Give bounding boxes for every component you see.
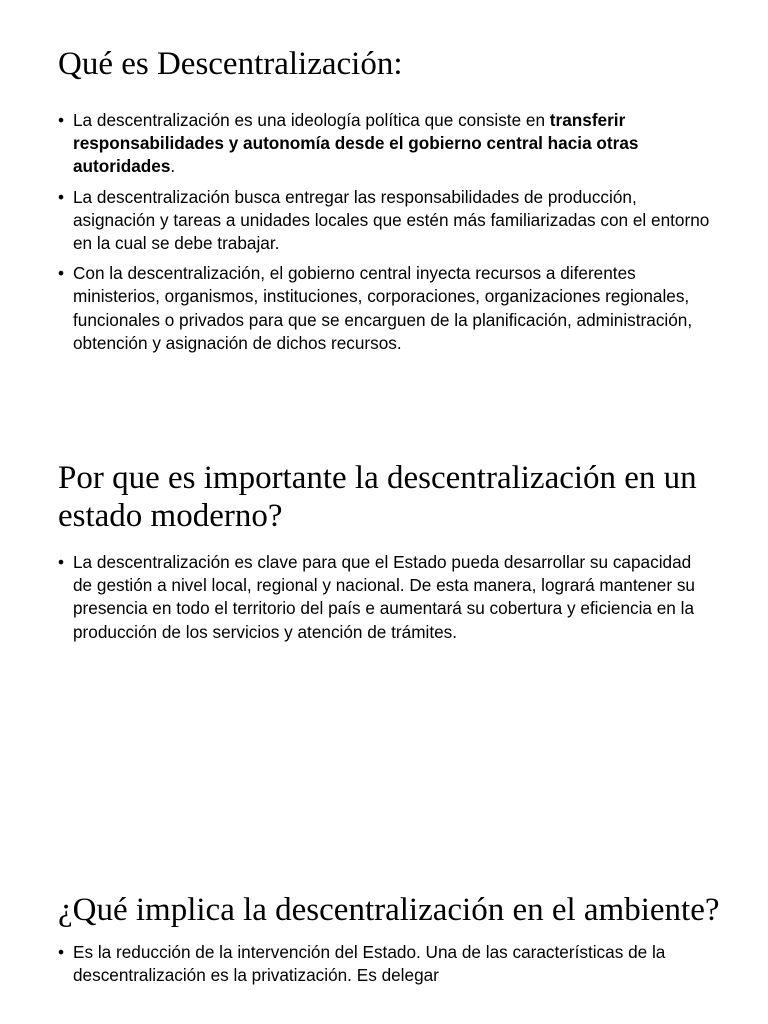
bullet-text-end: . — [170, 156, 176, 177]
bullet-item — [58, 941, 714, 987]
section-title: ¿Qué implica la descentralización en el ambiente? — [58, 892, 720, 928]
bullet-text: La descentralización busca entregar las responsabilidades de producción, asignación y tareas a unidades locales que estén más familiarizadas con el entorno en la cual se debe trabajar. — [73, 186, 710, 254]
section-que-es — [0, 45, 768, 362]
bullet-icon: • — [58, 110, 65, 130]
bullet-icon: • — [58, 942, 65, 962]
section-title: Por que es importante la descentralización en un estado moderno? — [58, 460, 697, 534]
bullet-icon: • — [58, 552, 65, 572]
bullet-text: Es la reducción de la intervención del Estado. Una de las características de la descentralización es la privatización. Es delegar — [73, 942, 666, 986]
bullet-icon: • — [58, 263, 65, 284]
bullet-bold-text: transferir responsabilidades y autonomía desde el gobierno central hacia otras autoridades — [73, 110, 639, 177]
section-importancia — [0, 459, 768, 651]
bullet-item — [58, 186, 714, 256]
section-ambiente — [0, 891, 768, 994]
bullet-item — [58, 551, 714, 644]
section-title: Qué es Descentralización: — [58, 46, 403, 82]
bullet-list — [0, 551, 714, 644]
bullet-item — [58, 109, 714, 179]
bullet-icon: • — [58, 186, 65, 207]
bullet-list — [0, 941, 714, 987]
bullet-list — [0, 109, 714, 355]
bullet-item — [58, 262, 714, 355]
bullet-text: Con la descentralización, el gobierno central inyecta recursos a diferentes ministerios, organismos, instituciones, corporaciones, organizaciones regionales, funcionales o privados para que se encarguen de la planificación, administración, obtención y asignación de dichos recursos. — [73, 263, 693, 353]
bullet-text: La descentralización es clave para que el Estado pueda desarrollar su capacidad de gestión a nivel local, regional y nacional. De esta manera, logrará mantener su presencia en todo el territorio del país e aumentará su cobertura y eficiencia en la producción de los servicios y atención de trámites. — [73, 552, 695, 642]
bullet-text: La descentralización es una ideología política que consiste en — [73, 110, 550, 130]
